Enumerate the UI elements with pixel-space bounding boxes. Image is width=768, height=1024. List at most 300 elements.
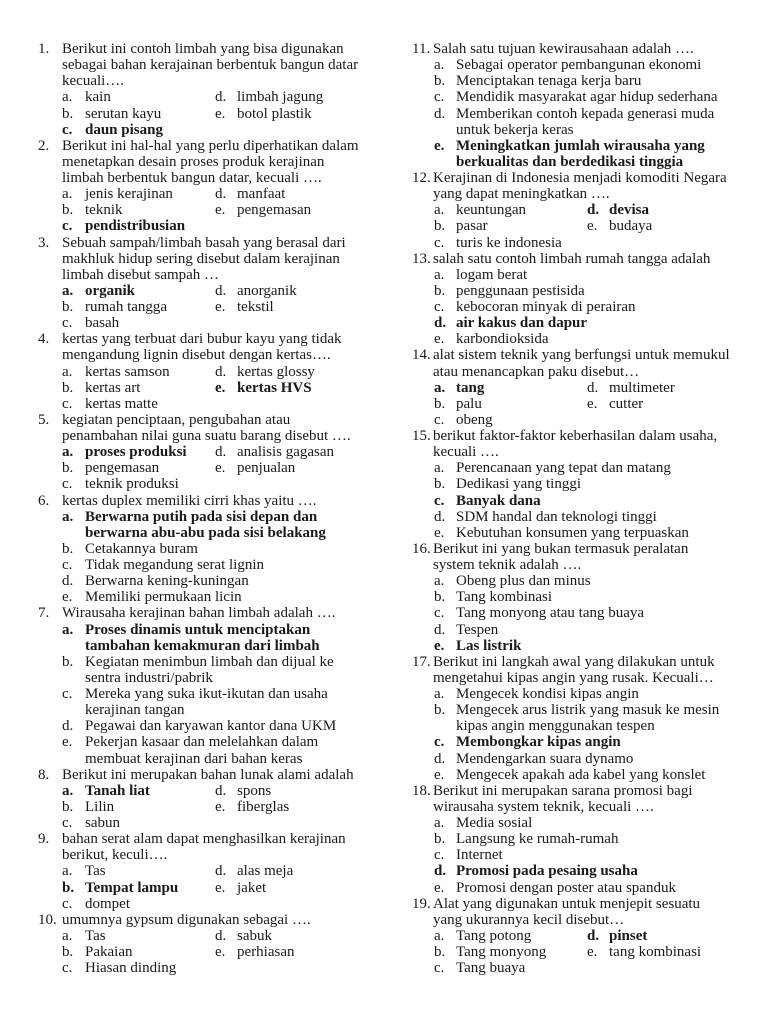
question-stem-text: Berikut ini merupakan sarana promosi bagi <box>433 782 693 799</box>
option-text: kertas art <box>85 379 141 396</box>
option-row <box>38 799 378 815</box>
option-letter: e. <box>215 202 226 219</box>
option-row <box>38 589 378 605</box>
option-letter: d. <box>215 186 227 203</box>
option-text: Media sosial <box>456 815 533 831</box>
option-row <box>412 573 752 589</box>
option-letter: d. <box>434 105 446 122</box>
question-stem-line <box>38 831 378 847</box>
option-letter: d. <box>215 363 227 380</box>
question-stem-text: Berikut ini merupakan bahan lunak alami adalah <box>62 766 354 783</box>
question-number: 5. <box>38 411 50 428</box>
question-item <box>38 493 378 606</box>
option-letter: c. <box>434 847 445 864</box>
option-letter: e. <box>434 766 445 783</box>
option-row <box>38 896 378 912</box>
option-row <box>38 444 378 460</box>
option-letter: e. <box>434 879 445 896</box>
question-stem-text: kertas duplex memiliki cirri khas yaitu …. <box>62 492 317 509</box>
question-stem-line <box>38 154 378 170</box>
option-text-answer: daun pisang <box>85 121 163 138</box>
option-letter: a. <box>62 782 74 799</box>
option-text: Tidak megandung serat lignin <box>85 557 265 573</box>
option-text: teknik <box>85 202 123 219</box>
option-letter: b. <box>62 879 75 896</box>
option-letter: b. <box>434 944 446 960</box>
option-letter: a. <box>62 508 74 525</box>
option-text: Tas <box>85 927 106 944</box>
question-stem-text: kecuali…. <box>62 73 125 90</box>
option-row <box>38 186 378 202</box>
option-row <box>412 299 752 315</box>
option-row <box>412 106 752 122</box>
question-stem-line <box>38 170 378 186</box>
option-letter: c. <box>62 557 73 573</box>
option-row <box>412 315 752 331</box>
option-text: jaket <box>237 879 267 896</box>
option-row <box>412 202 752 218</box>
option-row <box>38 863 378 879</box>
option-letter: a. <box>434 266 445 283</box>
option-letter: a. <box>62 89 73 106</box>
option-letter: a. <box>434 686 445 702</box>
question-stem-text: berikut faktor-faktor keberhasilan dalam usaha, <box>433 428 718 444</box>
option-row <box>38 364 378 380</box>
option-row <box>38 106 378 122</box>
option-text: pengemasan <box>85 460 160 477</box>
option-letter: a. <box>434 57 445 74</box>
option-letter: b. <box>434 282 446 299</box>
option-text: logam berat <box>456 266 528 283</box>
question-stem-text: Berikut ini langkah awal yang dilakukan untuk <box>433 653 715 670</box>
option-letter: b. <box>62 202 74 219</box>
option-row <box>38 557 378 573</box>
option-letter: a. <box>434 202 445 219</box>
option-row <box>412 509 752 525</box>
option-letter: b. <box>434 589 446 606</box>
option-text-answer: proses produksi <box>85 444 187 461</box>
option-letter: d. <box>215 444 227 461</box>
option-text: jenis kerajinan <box>85 186 173 203</box>
question-number: 10. <box>38 911 57 928</box>
question-stem-text: yang ukurannya kecil disebut… <box>433 911 625 928</box>
question-stem-line <box>38 331 378 347</box>
option-letter: e. <box>62 589 73 606</box>
option-letter: b. <box>62 540 74 557</box>
option-text: keuntungan <box>456 202 526 219</box>
question-stem-line <box>412 799 752 815</box>
option-row <box>38 218 378 234</box>
option-text: Pegawai dan karyawan kantor dana UKM <box>85 718 337 735</box>
option-text: kipas angin menggunakan tespen <box>456 718 655 735</box>
option-row <box>412 396 752 412</box>
option-row <box>38 815 378 831</box>
option-row <box>412 638 752 654</box>
option-row <box>38 573 378 589</box>
option-row <box>412 734 752 750</box>
option-row <box>38 686 378 702</box>
option-row <box>412 622 752 638</box>
option-row <box>412 380 752 396</box>
option-row <box>38 880 378 896</box>
option-row <box>38 783 378 799</box>
question-stem-text: sebagai bahan kerajainan berbentuk bangun datar <box>62 57 359 74</box>
question-stem-line <box>412 186 752 202</box>
question-stem-text: Salah satu tujuan kewirausahaan adalah …. <box>433 41 694 57</box>
option-letter: e. <box>215 299 226 315</box>
option-row <box>412 493 752 509</box>
question-stem-text: kecuali …. <box>433 444 499 461</box>
question-stem-text: kertas yang terbuat dari bubur kayu yang tidak <box>62 331 342 348</box>
question-stem-line <box>38 41 378 57</box>
option-letter: e. <box>215 460 226 477</box>
question-stem-text: berikut, keculi…. <box>62 847 168 864</box>
option-letter: a. <box>62 282 74 299</box>
question-stem-text: limbah berbentuk bangun datar, kecuali …. <box>62 170 322 186</box>
question-stem-text: Berikut ini contoh limbah yang bisa digunakan <box>62 41 344 57</box>
option-row <box>412 218 752 234</box>
option-text: Sebagai operator pembangunan ekonomi <box>456 57 702 74</box>
question-number: 18. <box>412 782 431 799</box>
option-text-answer: devisa <box>609 202 650 219</box>
option-text: Tang potong <box>456 927 532 944</box>
option-letter: c. <box>62 960 73 977</box>
option-letter: d. <box>434 508 446 525</box>
option-letter: d. <box>215 282 227 299</box>
option-letter: d. <box>434 750 446 767</box>
question-stem-text: Kerajinan di Indonesia menjadi komoditi Negara <box>433 170 727 186</box>
option-text: pengemasan <box>237 202 312 219</box>
option-row <box>412 928 752 944</box>
question-item <box>38 767 378 832</box>
option-letter: d. <box>215 863 227 880</box>
option-row <box>38 380 378 396</box>
option-row <box>412 476 752 492</box>
option-text-answer: Membongkar kipas angin <box>456 734 621 751</box>
question-number: 12. <box>412 170 431 186</box>
question-number: 2. <box>38 137 50 154</box>
option-continuation-line <box>38 525 378 541</box>
option-text: penjualan <box>237 460 296 477</box>
option-text: kain <box>85 89 111 106</box>
option-letter: d. <box>434 621 446 638</box>
option-letter: e. <box>215 944 226 960</box>
option-row <box>38 654 378 670</box>
option-text: teknik produksi <box>85 476 179 493</box>
option-continuation-line <box>38 670 378 686</box>
question-stem-text: umumnya gypsum digunakan sebagai …. <box>62 911 311 928</box>
option-row <box>412 331 752 347</box>
option-letter: b. <box>434 702 446 719</box>
option-letter: c. <box>434 960 445 977</box>
option-text: budaya <box>609 218 653 235</box>
option-row <box>412 605 752 621</box>
option-text: Dedikasi yang tinggi <box>456 476 581 493</box>
option-row <box>412 412 752 428</box>
question-stem-text: Alat yang digunakan untuk menjepit sesuatu <box>433 895 701 912</box>
question-item <box>412 896 752 977</box>
option-letter: b. <box>434 476 446 493</box>
option-letter: c. <box>434 234 445 251</box>
option-text: obeng <box>456 411 493 428</box>
right-question-column <box>412 41 752 976</box>
option-text: Mendengarkan suara dynamo <box>456 750 634 767</box>
question-stem-text: Wirausaha kerajinan bahan limbah adalah …. <box>62 605 336 622</box>
option-text: cutter <box>609 395 644 412</box>
question-stem-text: menetapkan desain proses produk kerajinan <box>62 153 325 170</box>
question-stem-text: kegiatan penciptaan, pengubahan atau <box>62 411 291 428</box>
question-stem-text: makhluk hidup sering disebut dalam kerajinan <box>62 250 340 267</box>
option-letter: c. <box>434 734 445 751</box>
question-stem-text: atau menancapkan paku disebut… <box>433 363 640 380</box>
option-row <box>412 767 752 783</box>
option-letter: e. <box>434 524 445 541</box>
option-row <box>412 138 752 154</box>
question-number: 7. <box>38 605 50 622</box>
question-stem-text: Sebuah sampah/limbah basah yang berasal dari <box>62 234 346 251</box>
option-row <box>38 928 378 944</box>
option-row <box>412 73 752 89</box>
question-item <box>38 41 378 138</box>
question-stem-text: yang dapat meningkatkan …. <box>433 186 610 203</box>
option-row <box>412 89 752 105</box>
option-letter: d. <box>587 202 600 219</box>
option-text: basah <box>85 315 120 332</box>
option-row <box>38 734 378 750</box>
option-letter: c. <box>434 89 445 106</box>
option-letter: b. <box>62 460 74 477</box>
question-stem-line <box>412 541 752 557</box>
question-item <box>412 41 752 170</box>
option-letter: b. <box>62 379 74 396</box>
option-row <box>412 589 752 605</box>
option-letter: e. <box>215 105 226 122</box>
option-row <box>38 202 378 218</box>
question-number: 14. <box>412 347 431 364</box>
question-stem-line <box>412 557 752 573</box>
question-stem-text: limbah disebut sampah … <box>62 266 220 283</box>
option-text-answer: Promosi pada pesaing usaha <box>456 863 638 880</box>
option-row <box>38 299 378 315</box>
option-text: Langsung ke rumah-rumah <box>456 831 619 848</box>
option-letter: d. <box>587 379 599 396</box>
option-text-answer: Meningkatkan jumlah wirausaha yang <box>456 137 705 154</box>
option-letter: a. <box>434 460 445 477</box>
option-row <box>412 815 752 831</box>
option-continuation-line <box>38 638 378 654</box>
question-item <box>412 654 752 783</box>
option-letter: b. <box>62 105 74 122</box>
option-letter: b. <box>434 73 446 90</box>
question-stem-line <box>38 138 378 154</box>
option-row <box>38 476 378 492</box>
question-number: 19. <box>412 895 431 912</box>
option-text-answer: tambahan kemakmuran dari limbah <box>85 637 320 654</box>
option-text: SDM handal dan teknologi tinggi <box>456 508 657 525</box>
option-text: kerajinan tangan <box>85 702 185 719</box>
option-text: sabun <box>85 815 120 831</box>
option-letter: a. <box>62 363 73 380</box>
option-row <box>412 944 752 960</box>
option-text-answer: pinset <box>609 927 648 944</box>
option-row <box>38 89 378 105</box>
option-text-answer: organik <box>85 282 136 299</box>
option-text-answer: pendistribusian <box>85 218 186 235</box>
question-stem-line <box>38 267 378 283</box>
question-item <box>412 783 752 896</box>
option-row <box>38 122 378 138</box>
option-text: Mengecek apakah ada kabel yang konslet <box>456 766 706 783</box>
option-letter: c. <box>62 218 73 235</box>
option-text: untuk bekerja keras <box>456 121 574 138</box>
option-text-answer: berkualitas dan berdedikasi tinggia <box>456 153 684 170</box>
question-stem-line <box>38 73 378 89</box>
option-text-answer: Tanah liat <box>85 782 150 799</box>
question-item <box>38 138 378 235</box>
question-stem-text: Berikut ini hal-hal yang perlu diperhatikan dalam <box>62 137 359 154</box>
question-item <box>38 912 378 977</box>
option-text-answer: Las listrik <box>456 637 522 654</box>
option-row <box>38 622 378 638</box>
option-text: Pekerjan kasaar dan melelahkan dalam <box>85 734 319 751</box>
option-letter: b. <box>62 944 74 960</box>
question-stem-line <box>38 57 378 73</box>
question-stem-line <box>38 767 378 783</box>
option-row <box>412 847 752 863</box>
question-stem-text: salah satu contoh limbah rumah tangga adalah <box>433 250 711 267</box>
question-item <box>38 235 378 332</box>
option-continuation-line <box>412 122 752 138</box>
question-number: 1. <box>38 41 50 57</box>
option-row <box>412 267 752 283</box>
option-text-answer: kertas HVS <box>237 379 312 396</box>
option-continuation-line <box>412 154 752 170</box>
option-text: dompet <box>85 895 130 912</box>
option-row <box>412 880 752 896</box>
option-text: karbondioksida <box>456 331 549 348</box>
question-stem-line <box>38 412 378 428</box>
question-stem-text: bahan serat alam dapat menghasilkan kerajinan <box>62 831 346 848</box>
question-number: 16. <box>412 540 431 557</box>
option-letter: a. <box>62 186 73 203</box>
option-row <box>412 57 752 73</box>
question-number: 11. <box>412 41 431 57</box>
option-text-answer: Proses dinamis untuk menciptakan <box>85 621 311 638</box>
option-row <box>412 863 752 879</box>
option-row <box>38 315 378 331</box>
option-text: Tang monyong atau tang buaya <box>456 605 645 622</box>
question-stem-text: alat sistem teknik yang berfungsi untuk memukul <box>433 347 730 364</box>
option-text: analisis gagasan <box>237 444 335 461</box>
question-number: 8. <box>38 766 50 783</box>
option-row <box>38 509 378 525</box>
question-stem-text: wirausaha system teknik, kecuali …. <box>433 798 654 815</box>
option-letter: c. <box>434 299 445 315</box>
question-stem-line <box>412 896 752 912</box>
option-letter: c. <box>62 315 73 332</box>
option-letter: a. <box>62 863 73 880</box>
question-number: 9. <box>38 831 50 848</box>
question-item <box>412 428 752 541</box>
option-letter: c. <box>434 492 445 509</box>
question-item <box>412 541 752 654</box>
question-stem-line <box>38 847 378 863</box>
option-row <box>412 460 752 476</box>
question-stem-text: Berikut ini yang bukan termasuk peralatan <box>433 540 689 557</box>
option-text-answer: tang <box>456 379 485 396</box>
option-row <box>412 235 752 251</box>
option-letter: b. <box>62 653 74 670</box>
option-letter: d. <box>215 89 227 106</box>
question-stem-line <box>38 428 378 444</box>
option-letter: c. <box>62 895 73 912</box>
question-number: 4. <box>38 331 50 348</box>
question-item <box>412 251 752 348</box>
option-row <box>38 960 378 976</box>
option-letter: b. <box>62 299 74 315</box>
option-letter: d. <box>587 927 600 944</box>
option-text: limbah jagung <box>237 89 324 106</box>
option-row <box>38 460 378 476</box>
option-text: kertas samson <box>85 363 170 380</box>
option-letter: b. <box>434 218 446 235</box>
option-text: manfaat <box>237 186 286 203</box>
option-text: Tang kombinasi <box>456 589 553 606</box>
option-letter: d. <box>434 315 447 332</box>
option-letter: c. <box>62 476 73 493</box>
question-number: 17. <box>412 653 431 670</box>
option-row <box>412 831 752 847</box>
option-row <box>38 718 378 734</box>
option-text: Pakaian <box>85 944 133 960</box>
option-text: alas meja <box>237 863 294 880</box>
option-letter: a. <box>434 927 445 944</box>
option-text: spons <box>237 782 272 799</box>
option-text: kertas matte <box>85 395 158 412</box>
option-letter: a. <box>62 927 73 944</box>
question-item <box>38 412 378 493</box>
option-row <box>412 960 752 976</box>
question-number: 6. <box>38 492 50 509</box>
option-row <box>412 751 752 767</box>
option-letter: e. <box>434 637 445 654</box>
option-letter: c. <box>434 605 445 622</box>
option-text: sabuk <box>237 927 272 944</box>
option-text: Tespen <box>456 621 499 638</box>
option-text-answer: Banyak dana <box>456 492 541 509</box>
option-text: Mengecek arus listrik yang masuk ke mesin <box>456 702 720 719</box>
option-letter: a. <box>434 815 445 831</box>
option-text: serutan kayu <box>85 105 162 122</box>
option-letter: e. <box>434 331 445 348</box>
option-text: Memiliki permukaan licin <box>85 589 242 606</box>
option-text: Cetakannya buram <box>85 540 198 557</box>
option-text: anorganik <box>237 282 297 299</box>
option-row <box>38 283 378 299</box>
option-text: Menciptakan tenaga kerja baru <box>456 73 642 90</box>
option-letter: e. <box>62 734 73 751</box>
question-number: 15. <box>412 428 431 444</box>
question-stem-line <box>38 493 378 509</box>
option-letter: e. <box>587 218 598 235</box>
option-text: Memberikan contoh kepada generasi muda <box>456 105 715 122</box>
option-text: rumah tangga <box>85 299 168 315</box>
option-row <box>38 944 378 960</box>
option-letter: b. <box>62 798 74 815</box>
question-number: 3. <box>38 234 50 251</box>
option-letter: c. <box>62 686 73 702</box>
option-text: palu <box>456 395 482 412</box>
